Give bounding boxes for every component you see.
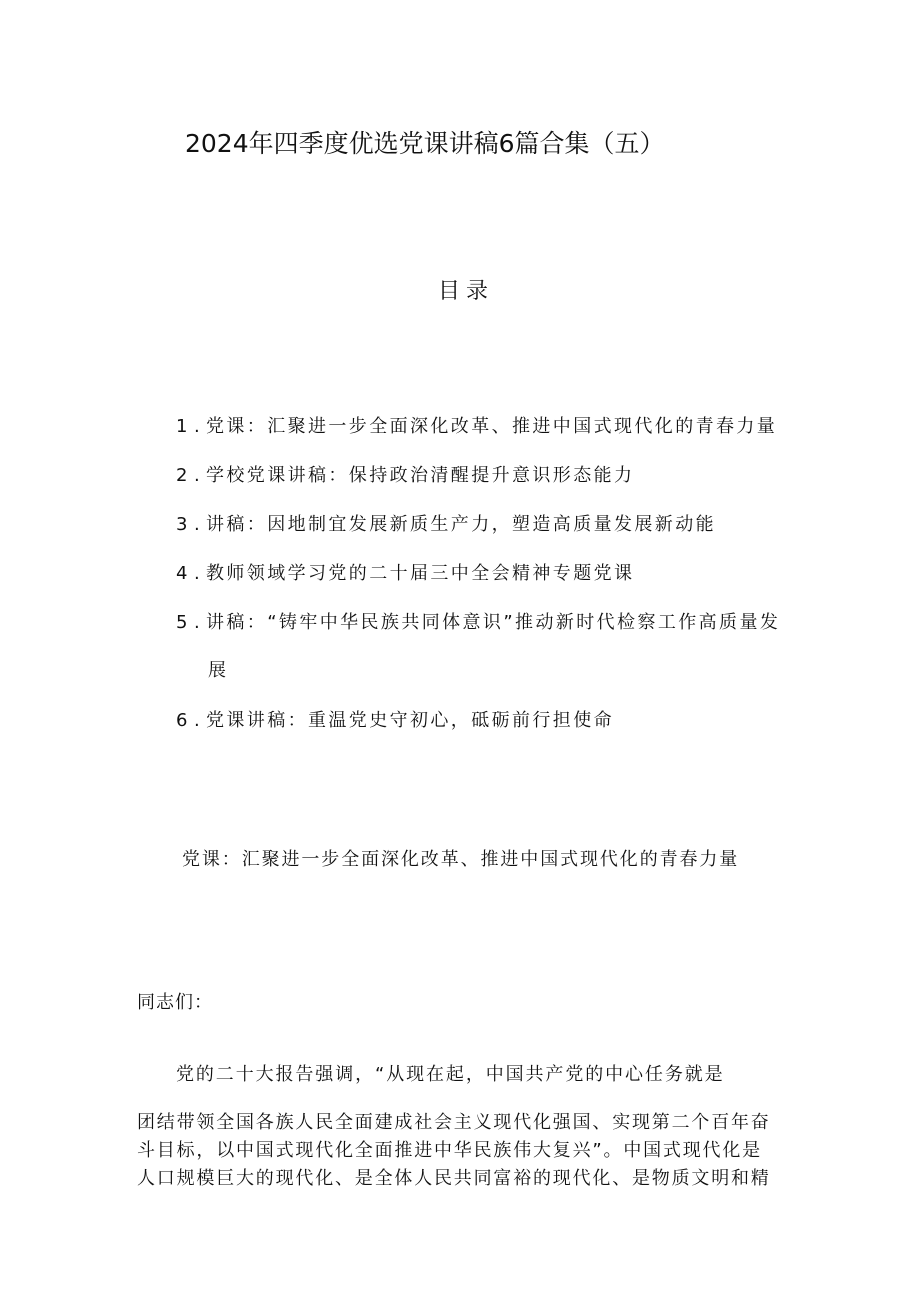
toc-item-number: 3 — [176, 514, 190, 535]
toc-item-number: 6 — [176, 710, 190, 731]
paragraph-line: 团结带领全国各族人民全面建成社会主义现代化强国、实现第二个百年奋 — [137, 1112, 771, 1133]
toc-item-separator: . — [194, 563, 203, 584]
toc-item-2[interactable] — [176, 461, 634, 487]
section-title: 党课：汇聚进一步全面深化改革、推进中国式现代化的青春力量 — [182, 849, 740, 870]
toc-item-separator: . — [194, 416, 203, 437]
toc-item-text: 党课：汇聚进一步全面深化改革、推进中国式现代化的青春力量 — [206, 416, 778, 437]
toc-item-5-continuation[interactable]: 展 — [208, 660, 226, 681]
toc-item-text: 学校党课讲稿：保持政治清醒提升意识形态能力 — [206, 465, 635, 486]
toc-item-separator: . — [194, 710, 203, 731]
toc-item-separator: . — [194, 514, 203, 535]
toc-item-text: 讲稿：因地制宜发展新质生产力，塑造高质量发展新动能 — [206, 514, 716, 535]
toc-item-number: 4 — [176, 563, 190, 584]
paragraph-line: 斗目标，以中国式现代化全面推进中华民族伟大复兴”。中国式现代化是 — [137, 1140, 762, 1161]
toc-heading: 目录 — [438, 279, 495, 304]
paragraph-line: 人口规模巨大的现代化、是全体人民共同富裕的现代化、是物质文明和精 — [137, 1168, 771, 1189]
salutation: 同志们： — [137, 992, 213, 1013]
toc-item-1[interactable] — [176, 412, 777, 438]
paragraph-body — [137, 1109, 787, 1193]
toc-item-text: 党课讲稿：重温党史守初心，砥砺前行担使命 — [206, 710, 614, 731]
toc-item-text: 教师领域学习党的二十届三中全会精神专题党课 — [206, 563, 635, 584]
toc-item-4[interactable] — [176, 559, 634, 585]
toc-item-number: 2 — [176, 465, 190, 486]
toc-item-5[interactable] — [176, 608, 780, 634]
toc-item-3[interactable] — [176, 510, 716, 536]
toc-item-number: 5 — [176, 612, 190, 633]
toc-item-number: 1 — [176, 416, 190, 437]
toc-item-text: 讲稿：“铸牢中华民族共同体意识”推动新时代检察工作高质量发 — [206, 612, 781, 633]
document-title: 2024年四季度优选党课讲稿6篇合集（五） — [185, 129, 665, 158]
toc-item-separator: . — [194, 612, 203, 633]
toc-item-separator: . — [194, 465, 203, 486]
paragraph-first-line: 党的二十大报告强调，“从现在起，中国共产党的中心任务就是 — [176, 1064, 725, 1085]
toc-item-6[interactable] — [176, 706, 614, 732]
